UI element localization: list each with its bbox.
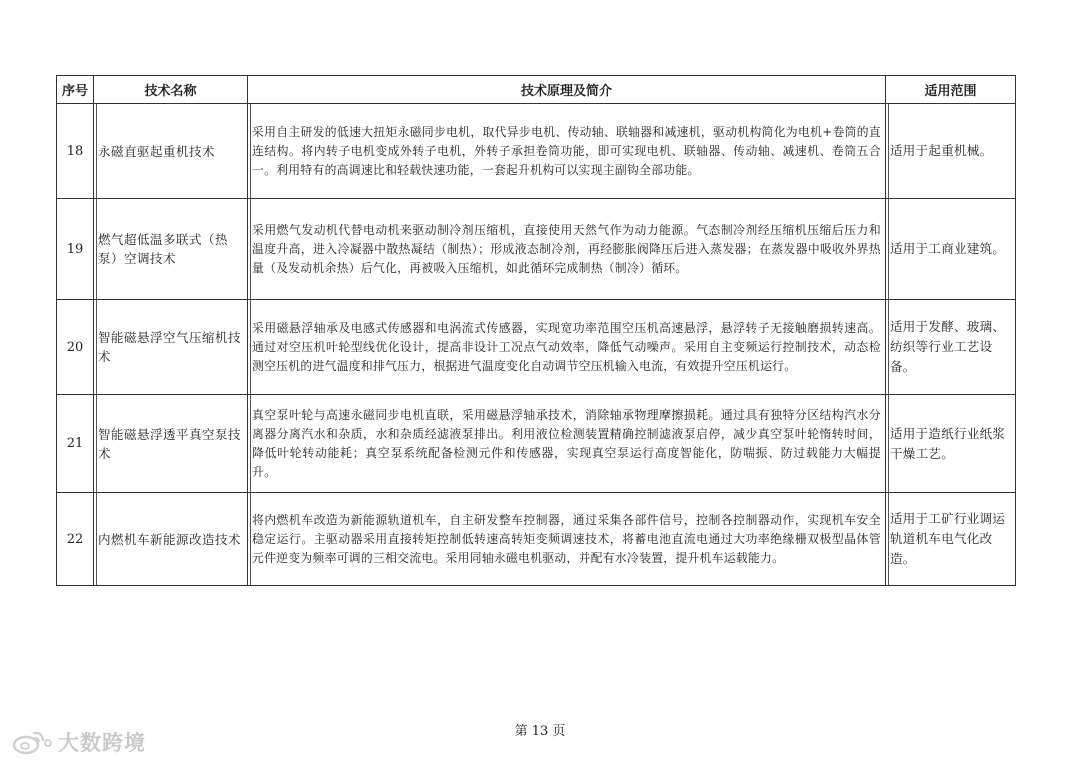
row-tech-name: 永磁直驱起重机技术: [94, 104, 248, 199]
weibo-logo-icon: [12, 729, 52, 755]
row-number: 22: [57, 493, 94, 586]
row-number: 19: [57, 199, 94, 300]
row-number: 20: [57, 300, 94, 395]
row-tech-name: 内燃机车新能源改造技术: [94, 493, 248, 586]
row-description: 真空泵叶轮与高速永磁同步电机直联，采用磁悬浮轴承技术，消除轴承物理摩擦损耗。通过具有独特分区结构汽水分离器分离汽水和杂质，水和杂质经滤液泵排出。利用液位检测装置精确控制滤液泵启停，减少真空泵叶轮惰转时间，降低叶轮转动能耗；真空泵系统配备检测元件和传感器，实现真空泵运行高度智能化，防喘振、防过载能力大幅提升。: [248, 395, 886, 493]
technology-table: [56, 75, 1016, 586]
row-tech-name: 智能磁悬浮透平真空泵技术: [94, 395, 248, 493]
row-number: 18: [57, 104, 94, 199]
header-tech-name: 技术名称: [94, 76, 248, 104]
table-header-row: [57, 76, 1016, 104]
table-row: [57, 395, 1016, 493]
row-scope: 适用于造纸行业纸浆干燥工艺。: [886, 395, 1016, 493]
table-row: [57, 104, 1016, 199]
row-description: 采用磁悬浮轴承及电感式传感器和电涡流式传感器，实现宽功率范围空压机高速悬浮，悬浮转子无接触磨损转速高。通过对空压机叶轮型线优化设计，提高非设计工况点气动效率，降低气动噪声。采用自主变频运行控制技术，动态检测空压机的进气温度和排气压力，根据进气温度变化自动调节空压机输入电流，有效提升空压机运行。: [248, 300, 886, 395]
row-scope: 适用于工商业建筑。: [886, 199, 1016, 300]
watermark: [12, 727, 146, 757]
row-scope: 适用于发酵、玻璃、纺织等行业工艺设备。: [886, 300, 1016, 395]
table-row: [57, 199, 1016, 300]
row-description: 采用燃气发动机代替电动机来驱动制冷剂压缩机，直接使用天然气作为动力能源。气态制冷剂经压缩机压缩后压力和温度升高，进入冷凝器中散热凝结（制热）；形成液态制冷剂，再经膨胀阀降压后进入蒸发器；在蒸发器中吸收外界热量（及发动机余热）后气化，再被吸入压缩机，如此循环完成制热（制冷）循环。: [248, 199, 886, 300]
table-row: [57, 300, 1016, 395]
row-scope: 适用于工矿行业调运轨道机车电气化改造。: [886, 493, 1016, 586]
header-principle: 技术原理及简介: [248, 76, 886, 104]
watermark-text: 大数跨境: [58, 731, 146, 755]
page-number: 第 13 页: [514, 724, 566, 739]
header-number: 序号: [57, 76, 94, 104]
header-scope: 适用范围: [886, 76, 1016, 104]
row-tech-name: 燃气超低温多联式（热泵）空调技术: [94, 199, 248, 300]
row-description: 将内燃机车改造为新能源轨道机车，自主研发整车控制器，通过采集各部件信号，控制各控制器动作，实现机车安全稳定运行。主驱动器采用直接转矩控制低转速高转矩变频调速技术，将蓄电池直流电通过大功率绝缘栅双极型晶体管元件逆变为频率可调的三相交流电。采用同轴永磁电机驱动，并配有水冷装置，提升机车运载能力。: [248, 493, 886, 586]
row-description: 采用自主研发的低速大扭矩永磁同步电机，取代异步电机、传动轴、联轴器和减速机，驱动机构简化为电机+卷筒的直连结构。将内转子电机变成外转子电机，外转子承担卷筒功能，即可实现电机、联轴器、传动轴、减速机、卷筒五合一。利用特有的高调速比和轻载快速功能，一套起升机构可以实现主副钩全部功能。: [248, 104, 886, 199]
row-tech-name: 智能磁悬浮空气压缩机技术: [94, 300, 248, 395]
row-number: 21: [57, 395, 94, 493]
table-row: [57, 493, 1016, 586]
row-scope: 适用于起重机械。: [886, 104, 1016, 199]
